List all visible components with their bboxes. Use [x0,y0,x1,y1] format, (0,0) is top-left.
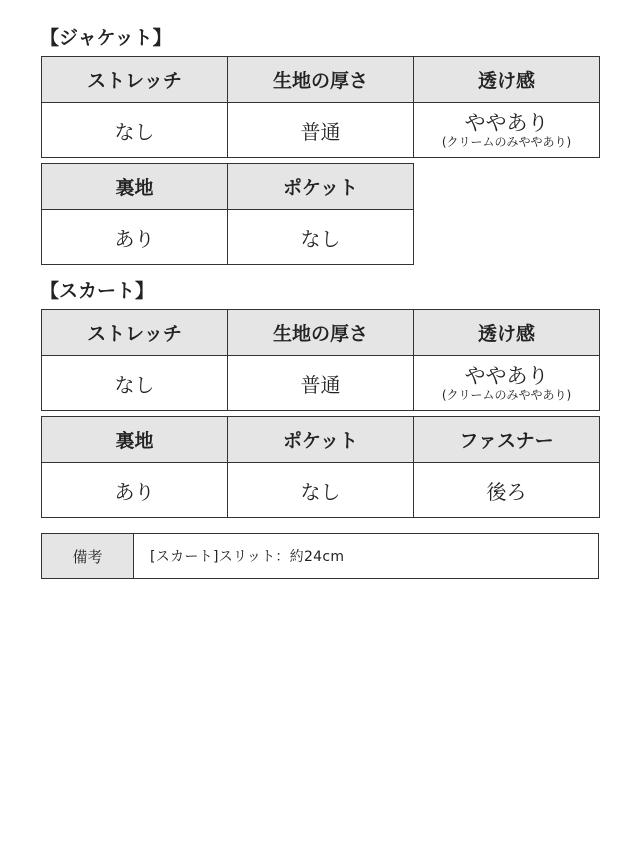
skirt-value-stretch: なし [42,356,228,411]
jacket-header-pocket: ポケット [228,164,414,210]
skirt-value-thickness: 普通 [228,356,414,411]
skirt-section-title: 【スカート】 [40,280,155,302]
skirt-header-row-2 [42,417,600,463]
remarks-label: 備考 [42,534,134,578]
jacket-header-row [42,57,600,103]
jacket-value-row-2 [42,210,414,265]
jacket-header-thickness: 生地の厚さ [228,57,414,103]
skirt-value-zipper: 後ろ [414,463,600,518]
skirt-spec-table-2 [41,416,600,518]
jacket-header-stretch: ストレッチ [42,57,228,103]
jacket-value-pocket: なし [228,210,414,265]
jacket-value-thickness: 普通 [228,103,414,158]
jacket-header-row-2 [42,164,414,210]
jacket-spec-table-2 [41,163,414,265]
skirt-spec-table-1 [41,309,600,411]
jacket-spec-table-1 [41,56,600,158]
skirt-header-row [42,310,600,356]
remarks-text: [スカート]スリット：約24cm [150,549,345,565]
skirt-header-sheerness: 透け感 [414,310,600,356]
jacket-sheerness-note: (クリームのみややあり) [441,134,572,149]
skirt-sheerness-note: (クリームのみややあり) [441,387,572,402]
skirt-header-thickness: 生地の厚さ [228,310,414,356]
jacket-value-sheerness: ややあり [464,110,549,135]
jacket-header-lining: 裏地 [42,164,228,210]
remarks-box [41,533,599,579]
skirt-value-sheerness-cell [414,356,600,411]
skirt-value-pocket: なし [228,463,414,518]
skirt-value-lining: あり [42,463,228,518]
skirt-header-lining: 裏地 [42,417,228,463]
jacket-value-lining: あり [42,210,228,265]
jacket-value-row [42,103,600,158]
skirt-value-sheerness: ややあり [464,363,549,388]
skirt-value-row-2 [42,463,600,518]
skirt-header-stretch: ストレッチ [42,310,228,356]
jacket-value-sheerness-cell [414,103,600,158]
skirt-header-zipper: ファスナー [414,417,600,463]
jacket-header-sheerness: 透け感 [414,57,600,103]
skirt-value-row [42,356,600,411]
jacket-section-title: 【ジャケット】 [40,27,172,49]
skirt-header-pocket: ポケット [228,417,414,463]
jacket-value-stretch: なし [42,103,228,158]
